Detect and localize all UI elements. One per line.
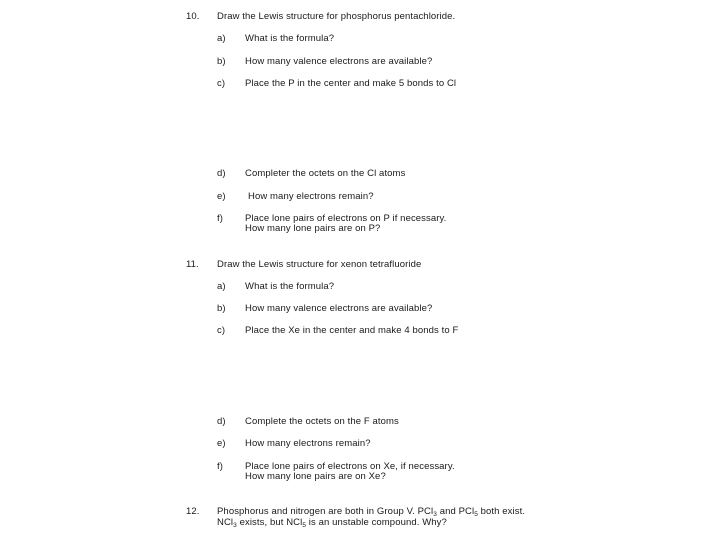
q11-part-d-letter: d) <box>217 416 226 427</box>
q12-line2-text-c: is an unstable compound. Why? <box>306 517 447 528</box>
q10-part-c-text: Place the P in the center and make 5 bonds to Cl <box>245 78 457 89</box>
q10-part-b-text: How many valence electrons are available? <box>245 56 433 67</box>
q11-part-c-text: Place the Xe in the center and make 4 bonds to F <box>245 325 459 336</box>
q11-part-f-text: Place lone pairs of electrons on Xe, if necessary. <box>245 461 455 472</box>
q12-line1-text-c: both exist. <box>477 506 526 517</box>
q11-part-a-letter: a) <box>217 281 226 292</box>
q11-part-f-letter: f) <box>217 461 224 472</box>
q11-part-f-text-2: How many lone pairs are on Xe? <box>245 471 386 482</box>
q10-part-a-text: What is the formula? <box>245 33 335 44</box>
q12-line2-text-a: NCl <box>217 517 234 528</box>
q11-part-d-text: Complete the octets on the F atoms <box>245 416 399 427</box>
q11-part-e-letter: e) <box>217 438 226 449</box>
q12-line1-text-b: and PCl <box>436 506 475 517</box>
q10-part-d-letter: d) <box>217 168 226 179</box>
q10-part-b-letter: b) <box>217 56 226 67</box>
q10-part-f-text-2: How many lone pairs are on P? <box>245 223 381 234</box>
question-11-prompt: Draw the Lewis structure for xenon tetrafluoride <box>217 259 422 270</box>
q12-line1-text-a: Phosphorus and nitrogen are both in Group V. PCl <box>217 506 434 517</box>
question-12-line-1 <box>217 506 525 518</box>
q12-line1-sub-2: 5 <box>474 511 478 518</box>
question-12-number: 12. <box>186 506 200 517</box>
q10-part-a-letter: a) <box>217 33 226 44</box>
q12-line1-sub-1: 3 <box>433 511 437 518</box>
q11-part-e-text: How many electrons remain? <box>245 438 371 449</box>
q11-part-b-letter: b) <box>217 303 226 314</box>
q10-part-f-text: Place lone pairs of electrons on P if necessary. <box>245 213 447 224</box>
q12-line2-sub-2: 5 <box>302 522 307 529</box>
question-10-prompt: Draw the Lewis structure for phosphorus pentachloride. <box>217 11 456 22</box>
question-11-number: 11. <box>186 259 199 270</box>
q12-line2-text-b: exists, but NCl <box>236 517 303 528</box>
q11-part-a-text: What is the formula? <box>245 281 335 292</box>
q11-part-b-text: How many valence electrons are available? <box>245 303 433 314</box>
q10-part-c-letter: c) <box>217 78 226 89</box>
q10-part-e-letter: e) <box>217 191 226 202</box>
q11-part-c-letter: c) <box>217 325 226 336</box>
q12-line2-sub-1: 3 <box>233 522 237 529</box>
q10-part-f-letter: f) <box>217 213 224 224</box>
q10-part-d-text: Completer the octets on the Cl atoms <box>245 168 406 179</box>
question-10-number: 10. <box>186 11 200 22</box>
q10-part-e-text: How many electrons remain? <box>248 191 374 202</box>
question-12-line-2 <box>217 517 447 529</box>
